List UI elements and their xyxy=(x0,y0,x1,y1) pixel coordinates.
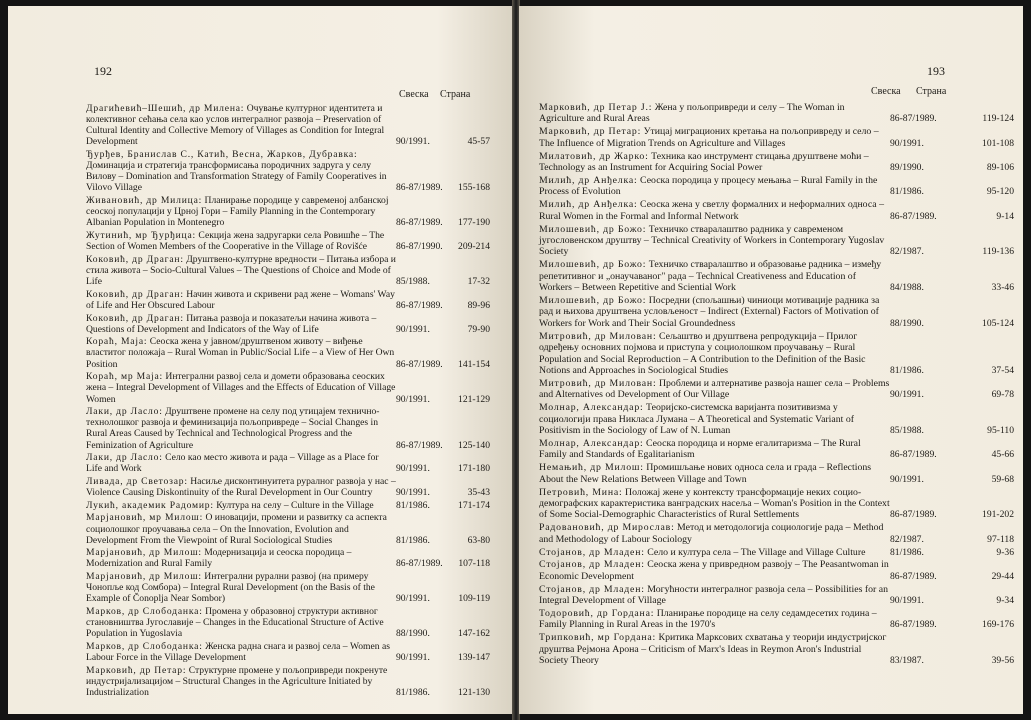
entry-pages: 69-78 xyxy=(991,389,1014,401)
entry-pages: 89-106 xyxy=(986,162,1014,174)
entry-author: Милатовић, др Жарко: xyxy=(539,150,649,162)
bibliography-entry xyxy=(539,259,1014,293)
entry-author: Милошевић, др Божо: xyxy=(539,223,647,235)
column-header-page: Страна xyxy=(440,89,471,100)
entry-title: Промишљање нових односа села и града – Reflections About the New Relations Between Village and Town xyxy=(539,462,872,485)
entry-volume: 81/1986. xyxy=(890,186,924,198)
entry-title: Промена у образовној структури активног становништва Југославије – Changes in the Educational Structure of Active Population in Yugoslavia xyxy=(86,606,384,640)
entry-volume: 86-87/1989. xyxy=(396,439,443,451)
entry-reference xyxy=(890,534,1014,545)
entry-volume: 81/1986. xyxy=(396,499,430,511)
page-number: 192 xyxy=(94,64,112,78)
entry-title: Начин живота и скривени рад жене – Womans' Way of Life and Her Obscured Labour xyxy=(86,288,395,311)
entry-pages: 45-57 xyxy=(467,136,490,148)
entry-title: Друштвено-културне вредности – Питања избора и стила живота – Socio-Cultural Values – The Questions of Choice and Mode of Life xyxy=(86,253,396,288)
entry-title: Могућности интегралног развоја села – Possibilities for an Integral Development of Village xyxy=(539,583,888,607)
entry-pages: 171-174 xyxy=(458,499,490,511)
entry-volume: 86-87/1989. xyxy=(396,217,443,229)
entry-pages: 177-190 xyxy=(458,217,490,229)
entry-author: Митровић, др Милован: xyxy=(539,330,657,342)
entry-author: Жутинић, мр Ђурђица: xyxy=(86,230,197,242)
entry-title: Село и култура села – The Village and Village Culture xyxy=(647,546,866,558)
entry-pages: 17-32 xyxy=(467,276,490,288)
entry-volume: 88/1990. xyxy=(890,317,924,329)
bibliography-entry xyxy=(539,462,1014,485)
entry-pages: 79-90 xyxy=(467,323,490,335)
entry-title: Доминација и стратегија трансформисања породичних задруга у селу Вилову – Domination and Transformation Strategy of Family Cooperatives in Vilovo Village xyxy=(86,160,387,194)
entry-volume: 81/1986. xyxy=(396,687,430,699)
entry-volume: 86-87/1989. xyxy=(890,619,937,631)
bibliography-entry xyxy=(86,103,490,148)
entry-reference xyxy=(890,571,1014,582)
entry-reference xyxy=(890,282,1014,293)
entry-title: Планирање породице на селу седамдесетих година – Family Planning in Rural Areas in the 1970's xyxy=(539,608,877,631)
entry-reference xyxy=(396,652,490,663)
bibliography-entry xyxy=(539,175,1014,198)
entry-title: Друштвене промене на селу под утицајем технично-технолошког развоја и феминизација пољопривреде – Social Changes in Rural Areas Caused by Technical and Technological Progress and the Feminization of Agriculture xyxy=(86,406,380,451)
bibliography-entry xyxy=(86,512,490,545)
entry-volume: 86-87/1989. xyxy=(890,570,937,582)
entry-volume: 86-87/1989. xyxy=(396,358,443,370)
page-number: 193 xyxy=(927,64,945,78)
bibliography-entry xyxy=(86,406,490,451)
column-header-volume: Свеска xyxy=(871,86,901,97)
entry-author: Милошевић, др Божо: xyxy=(539,295,647,306)
entry-author: Марков, др Слободанка: xyxy=(86,606,203,618)
entry-author: Петровић, Мина: xyxy=(539,486,623,498)
entry-title: Техничко стваралаштво радника у савременом југословенском друштву – Technical Creativity of Workers in Contemporary Yugoslav Society xyxy=(539,223,885,258)
entry-reference xyxy=(890,655,1014,666)
entry-reference xyxy=(396,628,490,639)
entry-reference xyxy=(396,463,490,474)
entry-reference xyxy=(396,136,490,147)
entry-reference xyxy=(396,182,490,193)
entry-title: Посредни (спољашњи) чиниоци мотивације радника за рад и њихова друштвена условљеност – Indirect (External) Factors of Motivation of Workers for Work and Their Social Groundedness xyxy=(539,295,880,329)
entry-pages: 107-118 xyxy=(458,558,490,570)
entry-reference xyxy=(890,211,1014,222)
entry-volume: 86-87/1989. xyxy=(396,299,443,311)
entry-author: Кораћ, мр Маја: xyxy=(86,371,164,383)
entry-author: Молнар, Александар: xyxy=(539,437,644,449)
entry-volume: 81/1986. xyxy=(396,534,430,546)
entry-pages: 171-180 xyxy=(458,463,490,475)
entry-reference xyxy=(890,138,1014,149)
bibliography-entry xyxy=(539,151,1014,174)
entry-reference xyxy=(890,246,1014,257)
entry-pages: 119-136 xyxy=(982,246,1014,258)
entry-reference xyxy=(396,593,490,604)
entry-author: Ливада, др Светозар: xyxy=(86,476,188,487)
bibliography-entry xyxy=(86,149,490,194)
bibliography-entry xyxy=(86,452,490,474)
entry-pages: 191-202 xyxy=(982,509,1014,521)
right-page xyxy=(519,6,1023,714)
entry-volume: 82/1987. xyxy=(890,533,924,545)
bibliography-entry xyxy=(86,547,490,569)
bibliography-entry xyxy=(539,559,1014,582)
entry-title: Женска радна снага и развој села – Women as Labour Force in the Village Development xyxy=(86,640,390,664)
bibliography-entry xyxy=(539,547,1014,558)
entry-pages: 95-110 xyxy=(987,424,1014,436)
entry-reference xyxy=(890,619,1014,630)
entry-pages: 125-140 xyxy=(458,439,490,451)
entry-reference xyxy=(890,509,1014,520)
entry-title: Планирање породице у савременој албанској сеоској популацији у Црној Гори – Family Planning in the Contemporary Albanian Population in Montenegro xyxy=(86,195,389,229)
entry-reference xyxy=(890,595,1014,606)
entry-author: Марковић, др Петар Ј.: xyxy=(539,102,653,113)
entry-title: Село као место живота и рада – Village as a Place for Life and Work xyxy=(86,452,379,475)
entry-author: Живановић, др Милица: xyxy=(86,195,203,207)
entry-author: Стојанов, др Младен: xyxy=(539,546,645,558)
entry-reference xyxy=(890,365,1014,376)
bibliography-entry xyxy=(539,584,1014,607)
entry-volume: 90/1991. xyxy=(396,393,430,405)
entry-pages: 9-14 xyxy=(996,210,1014,222)
entry-pages: 119-124 xyxy=(982,113,1014,125)
entry-author: Коковић, др Драган: xyxy=(86,253,184,265)
entry-title: Проблеми и алтернативе развоја нашег села – Problems and Alternatives od Development of Our Village xyxy=(539,377,890,401)
entry-author: Немањић, др Милош: xyxy=(539,462,644,474)
entry-title: Очување културног идентитета и колективног сећања села као услов интегралног развоја – Preservation of Cultural Identity and Collective Memory of Villages as Condition for Integral Development xyxy=(86,103,385,148)
entry-title: Сеоска породица у процесу мењања – Rural Family in the Process of Evolution xyxy=(539,174,878,198)
entry-title: Модернизација и сеоска породица – Modernization and Rural Family xyxy=(86,547,352,570)
entry-author: Марков, др Слободанка: xyxy=(86,640,203,652)
entry-pages: 139-147 xyxy=(458,652,490,664)
entry-reference xyxy=(396,394,490,405)
entry-title: Сељаштво и друштвена репродукција – Прилог одређењу основних појмова и приступа у социолошком проучавању – Rural Population and Social Reproduction – A Contribution to the Definition of the Basic Notions and Approaches in Sociological Studies xyxy=(539,330,866,376)
entry-volume: 90/1991. xyxy=(396,136,430,148)
entry-volume: 84/1988. xyxy=(890,282,924,294)
entry-reference xyxy=(890,449,1014,460)
entry-author: Митровић, др Милован: xyxy=(539,377,657,389)
entry-title: Утицај миграционих кретања на пољопривреду и село – The Influence of Migration Trends on Agriculture and Villages xyxy=(539,126,879,149)
entry-author: Марјановић, мр Милош: xyxy=(86,512,204,524)
entry-title: Техника као инструмент стицања друштвене моћи – Technology as an Instrument for Acquiring Social Power xyxy=(539,150,869,174)
entry-pages: 63-80 xyxy=(467,534,490,546)
entry-volume: 90/1991. xyxy=(396,593,430,605)
entry-author: Коковић, др Драган: xyxy=(86,288,184,300)
entry-pages: 33-46 xyxy=(991,282,1014,294)
entry-volume: 90/1991. xyxy=(890,389,924,401)
entry-volume: 86-87/1989. xyxy=(396,558,443,570)
entry-title: О иновацији, промени и развитку са аспекта социолошког проучавања села – On the Innovation, Evolution and Development From the Viewpoint of Rural Sociological Studies xyxy=(86,512,387,546)
bibliography-entry xyxy=(86,230,490,252)
entry-author: Лаки, др Ласло: xyxy=(86,452,163,464)
entry-author: Стојанов, др Младен: xyxy=(539,583,645,595)
bibliography-entry xyxy=(539,331,1014,377)
entry-pages: 89-96 xyxy=(467,299,490,311)
entry-volume: 90/1991. xyxy=(396,652,430,664)
entry-volume: 86-87/1990. xyxy=(396,241,443,253)
entry-author: Милић, др Анђелка: xyxy=(539,199,638,211)
entry-pages: 121-129 xyxy=(458,393,490,405)
entry-author: Драгићевић–Шешић, др Милена: xyxy=(86,103,245,114)
bibliography-entry xyxy=(86,336,490,369)
entry-reference xyxy=(396,324,490,335)
entry-title: Сеоска жена у светлу формалних и неформалних односа – Rural Women in the Formal and Informal Network xyxy=(539,199,884,222)
bibliography-entry xyxy=(539,402,1014,436)
entry-author: Милошевић, др Божо: xyxy=(539,259,647,271)
bibliography-entry xyxy=(539,224,1014,258)
entry-author: Милић, др Анђелка: xyxy=(539,174,638,186)
bibliography-entry xyxy=(86,606,490,639)
bibliography-entry xyxy=(539,522,1014,545)
entry-pages: 59-68 xyxy=(991,473,1014,485)
entry-pages: 109-119 xyxy=(458,593,490,605)
entry-pages: 121-130 xyxy=(458,687,490,699)
left-page xyxy=(8,6,513,714)
entry-reference xyxy=(396,359,490,370)
entry-pages: 39-56 xyxy=(991,655,1014,667)
bibliography-entry xyxy=(539,126,1014,149)
entry-author: Трипковић, мр Гордана: xyxy=(539,632,657,644)
entry-volume: 90/1991. xyxy=(890,595,924,607)
entry-pages: 9-36 xyxy=(996,546,1014,558)
entry-reference xyxy=(396,558,490,569)
entry-reference xyxy=(396,535,490,546)
entry-pages: 209-214 xyxy=(458,241,490,253)
entry-title: Интегрални развој села и домети образовања сеоских жена – Integral Development of Villages and the Effects of Education of Village Women xyxy=(86,371,396,405)
entry-author: Лаки, др Ласло: xyxy=(86,406,163,418)
entry-pages: 101-108 xyxy=(982,137,1014,149)
bibliography-entry xyxy=(86,500,490,511)
entry-pages: 37-54 xyxy=(991,364,1014,376)
bibliography-entry xyxy=(86,195,490,228)
bibliography-entry xyxy=(539,102,1014,125)
bibliography-entry xyxy=(86,476,490,498)
entry-pages: 141-154 xyxy=(458,358,490,370)
entry-pages: 95-120 xyxy=(986,186,1014,198)
entry-reference xyxy=(890,425,1014,436)
column-header-volume: Свеска xyxy=(399,89,429,100)
entry-reference xyxy=(396,300,490,311)
bibliography-entry xyxy=(539,295,1014,329)
entry-volume: 83/1987. xyxy=(890,655,924,667)
entry-title: Структурне промене у пољопривреди покренуте индустријализацијом – Structural Changes in the Agriculture Initiated by Industrialization xyxy=(86,664,388,699)
entry-volume: 90/1991. xyxy=(396,463,430,475)
entry-title: Сеоска породица и норме егалитаризма – The Rural Family and Standards of Egalitarianism xyxy=(539,437,861,461)
entry-volume: 90/1991. xyxy=(396,487,430,499)
entry-title: Секција жена задругарки села Ровишће – The Section of Women Members of the Cooperative in the Village of Rovišće xyxy=(86,230,385,253)
entry-title: Сеоска жена у привредном развоју – The Peasantwoman in Economic Development xyxy=(539,559,889,582)
entry-author: Марковић, др Петар: xyxy=(86,664,187,676)
entry-title: Метод и методологија социологије рада – Method and Methodology of Labour Sociology xyxy=(539,522,884,545)
bibliography-entry xyxy=(539,438,1014,461)
entry-reference xyxy=(890,547,1014,558)
entry-reference xyxy=(890,186,1014,197)
entry-volume: 86-87/1989. xyxy=(890,449,937,461)
entry-reference xyxy=(890,474,1014,485)
entry-reference xyxy=(890,162,1014,173)
entry-volume: 81/1986. xyxy=(890,546,924,558)
entry-reference xyxy=(890,389,1014,400)
bibliography-list xyxy=(86,103,490,700)
entry-volume: 86-87/1989. xyxy=(890,113,937,125)
entry-author: Тодоровић, др Гордана: xyxy=(539,608,655,620)
entry-author: Коковић, др Драган: xyxy=(86,312,184,324)
entry-volume: 89/1990. xyxy=(890,162,924,174)
entry-volume: 81/1986. xyxy=(890,364,924,376)
entry-author: Стојанов, др Младен: xyxy=(539,559,645,571)
entry-author: Марјановић, др Милош: xyxy=(86,547,202,559)
bibliography-entry xyxy=(539,199,1014,222)
entry-title: Насиље дисконтинуитета руралног развоја у нас – Violence Causing Diskontinuity of the Rural Development in Our Country xyxy=(86,476,396,499)
bibliography-entry xyxy=(539,632,1014,666)
bibliography-entry xyxy=(539,487,1014,521)
entry-volume: 90/1991. xyxy=(396,323,430,335)
bibliography-entry xyxy=(86,665,490,698)
entry-volume: 86-87/1989. xyxy=(890,509,937,521)
entry-volume: 88/1990. xyxy=(396,628,430,640)
entry-pages: 35-43 xyxy=(467,487,490,499)
entry-title: Култура на селу – Culture in the Village xyxy=(216,499,374,511)
entry-title: Положај жене у контексту трансформације неких социо-демографских карактеристика ванградских насеља – Woman's Position in the Context of Some Social-Demographic Characteristics of Rural Settlements xyxy=(539,486,890,521)
entry-volume: 85/1988. xyxy=(396,276,430,288)
entry-author: Лукић, академик Радомир: xyxy=(86,499,214,511)
entry-author: Молнар, Александар: xyxy=(539,402,644,414)
entry-volume: 82/1987. xyxy=(890,246,924,258)
entry-title: Критика Марксових схватања у теорији индустријског друштва Рејмона Арона – Criticism of Marx's Ideas in Reymon Aron's Industrial Society Theory xyxy=(539,632,887,667)
entry-title: Теоријско-системска варијанта позитивизма у социологији права Никласа Лумана – A Theoretical and Systematic Variant of Positivism in the Sociology of Law of N. Luman xyxy=(539,402,854,436)
bibliography-entry xyxy=(539,378,1014,401)
entry-reference xyxy=(396,687,490,698)
entry-title: Интегрални рурални развој (на примеру Чонопље код Сомбора) – Integral Rural Development (on the Basis of the Example of Čonoplja Near Sombor) xyxy=(86,571,375,605)
bibliography-entry xyxy=(86,254,490,287)
entry-title: Питања развоја и показатељи начина живота – Questions of Development and Indicators of the Way of Life xyxy=(86,312,377,335)
entry-author: Радовановић, др Мирослав: xyxy=(539,522,675,534)
entry-pages: 105-124 xyxy=(982,317,1014,329)
entry-author: Кораћ, Маја: xyxy=(86,336,148,348)
entry-reference xyxy=(396,440,490,451)
entry-pages: 29-44 xyxy=(991,570,1014,582)
bibliography-entry xyxy=(539,608,1014,631)
column-header-page: Страна xyxy=(916,86,947,97)
bibliography-entry xyxy=(86,313,490,335)
entry-title: Жена у пољопривреди и селу – The Woman in Agriculture and Rural Areas xyxy=(539,102,845,125)
entry-pages: 97-118 xyxy=(987,533,1014,545)
entry-pages: 155-168 xyxy=(458,182,490,194)
entry-pages: 169-176 xyxy=(982,619,1014,631)
bibliography-entry xyxy=(86,641,490,663)
entry-title: Сеоска жена у јавном/друштвеном животу – виђење властитог положаја – Rural Woman in Public/Social Life – a View of Her Own Position xyxy=(86,336,395,370)
entry-volume: 85/1988. xyxy=(890,424,924,436)
entry-reference xyxy=(396,500,490,511)
entry-author: Марковић, др Петар: xyxy=(539,126,642,138)
entry-reference xyxy=(396,276,490,287)
entry-title: Техничко стваралаштво и образовање радника – између репетитивног и „онаучаваног" рада – Technical Creativeness and Education of Workers – Between Repetitive and Sciential Work xyxy=(539,259,882,294)
entry-reference xyxy=(396,241,490,252)
entry-reference xyxy=(396,487,490,498)
bibliography-list xyxy=(539,102,1014,668)
bibliography-entry xyxy=(86,371,490,404)
entry-reference xyxy=(890,113,1014,124)
entry-volume: 90/1991. xyxy=(890,137,924,149)
bibliography-entry xyxy=(86,571,490,604)
entry-volume: 86-87/1989. xyxy=(890,210,937,222)
entry-pages: 9-34 xyxy=(996,595,1014,607)
entry-author: Ђурђев, Бранислав С., Катић, Весна, Жарков, Дубравка: xyxy=(86,149,358,161)
bibliography-entry xyxy=(86,289,490,311)
entry-pages: 45-66 xyxy=(991,449,1014,461)
entry-reference xyxy=(890,318,1014,329)
entry-volume: 86-87/1989. xyxy=(396,182,443,194)
entry-reference xyxy=(396,217,490,228)
entry-pages: 147-162 xyxy=(458,628,490,640)
entry-volume: 90/1991. xyxy=(890,473,924,485)
entry-author: Марјановић, др Милош: xyxy=(86,571,202,583)
